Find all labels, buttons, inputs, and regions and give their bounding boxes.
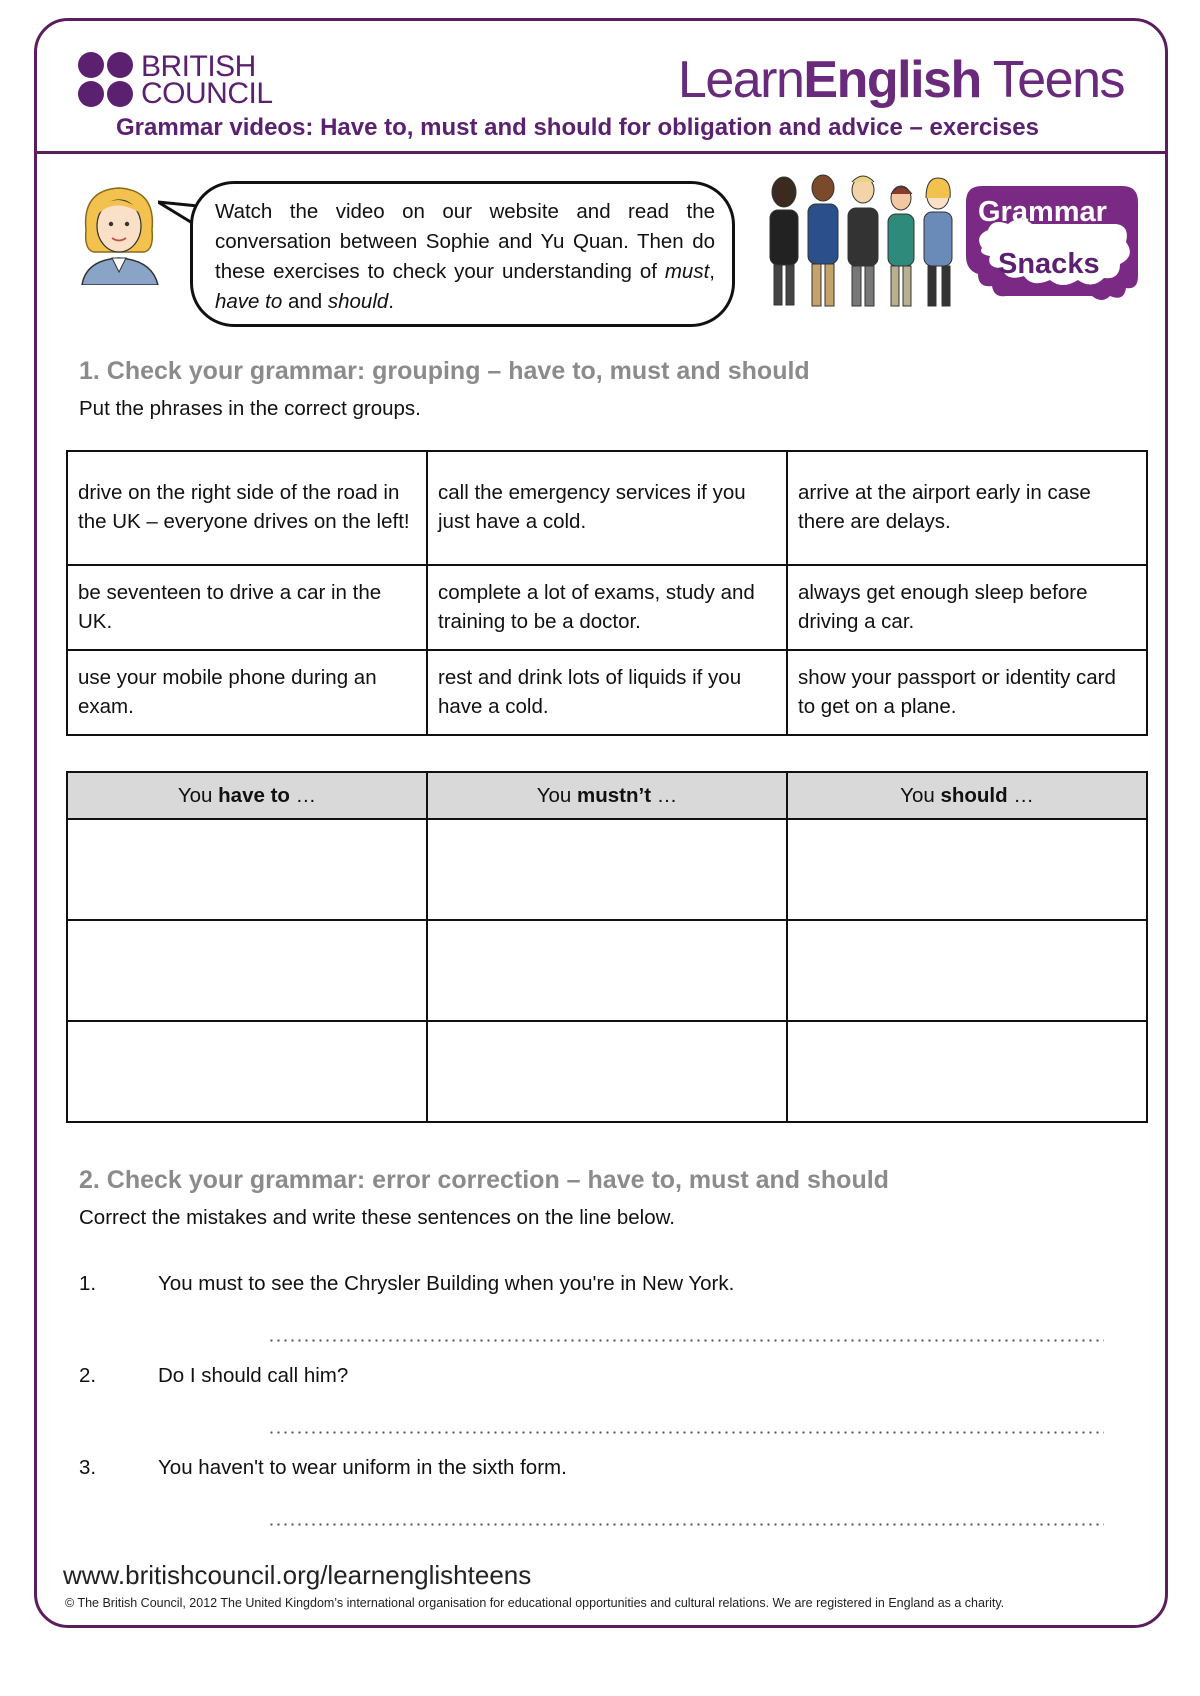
answer-cell[interactable] <box>67 819 427 920</box>
answer-line[interactable] <box>268 1523 1104 1526</box>
table-row <box>67 650 1147 735</box>
phrase-cell: use your mobile phone during an exam. <box>67 650 427 735</box>
phrase-cell: arrive at the airport early in case there are delays. <box>787 451 1147 565</box>
question-text: You must to see the Chrysler Building when you're in New York. <box>158 1272 735 1295</box>
section2-title: 2. Check your grammar: error correction – have to, must and should <box>79 1166 889 1194</box>
answer-line[interactable] <box>268 1339 1104 1342</box>
learnenglish-teens-logo: LearnEnglish Teens <box>677 51 1124 109</box>
grammar-snacks-bottom-text: Snacks <box>998 248 1100 280</box>
question-number: 2. <box>79 1364 97 1387</box>
table-header-row <box>67 772 1147 819</box>
grouping-table <box>66 771 1148 1123</box>
footer-copyright: © The British Council, 2012 The United Kingdom’s international organisation for educational opportunities and cultural relations. We are registered in England as a charity. <box>65 1596 1005 1610</box>
answer-cell[interactable] <box>787 920 1147 1021</box>
answer-cell[interactable] <box>787 819 1147 920</box>
section1-title: 1. Check your grammar: grouping – have to, must and should <box>79 357 810 385</box>
grammar-snacks-top-text: Grammar <box>978 196 1107 228</box>
intro-text: Watch the video on our website and read the conversation between Sophie and Yu Quan. Then do these exercises to check your understanding of must, have to and should. <box>215 200 715 313</box>
question-number: 3. <box>79 1456 97 1479</box>
british-council-dots-icon <box>78 52 133 107</box>
british-council-logo <box>78 49 273 110</box>
teens-group-illustration-icon <box>762 170 977 310</box>
table-row <box>67 451 1147 565</box>
phrase-cell: drive on the right side of the road in the UK – everyone drives on the left! <box>67 451 427 565</box>
phrase-cell: show your passport or identity card to get on a plane. <box>787 650 1147 735</box>
answer-cell[interactable] <box>427 819 787 920</box>
question-number: 1. <box>79 1272 97 1295</box>
answer-cell[interactable] <box>67 920 427 1021</box>
document-title: Grammar videos: Have to, must and should for obligation and advice – exercises <box>116 114 1039 141</box>
group-header-mustnt: You mustn’t … <box>427 772 787 819</box>
bc-logo-line1: BRITISH <box>141 49 256 83</box>
phrase-cell: complete a lot of exams, study and training to be a doctor. <box>427 565 787 650</box>
answer-cell[interactable] <box>67 1021 427 1122</box>
bc-logo-line2: COUNCIL <box>141 76 273 110</box>
answer-line[interactable] <box>268 1431 1104 1434</box>
phrase-cell: always get enough sleep before driving a car. <box>787 565 1147 650</box>
phrase-table <box>66 450 1148 736</box>
phrase-cell: rest and drink lots of liquids if you have a cold. <box>427 650 787 735</box>
table-row <box>67 819 1147 920</box>
sophie-avatar-icon <box>74 180 164 285</box>
header-divider <box>34 151 1168 154</box>
phrase-cell: be seventeen to drive a car in the UK. <box>67 565 427 650</box>
table-row <box>67 1021 1147 1122</box>
group-header-should: You should … <box>787 772 1147 819</box>
question-text: Do I should call him? <box>158 1364 349 1387</box>
answer-cell[interactable] <box>427 920 787 1021</box>
section1-instruction: Put the phrases in the correct groups. <box>79 397 421 420</box>
question-text: You haven't to wear uniform in the sixth form. <box>158 1456 567 1479</box>
table-row <box>67 920 1147 1021</box>
phrase-cell: call the emergency services if you just have a cold. <box>427 451 787 565</box>
answer-cell[interactable] <box>427 1021 787 1122</box>
table-row <box>67 565 1147 650</box>
footer-url[interactable]: www.britishcouncil.org/learnenglishteens <box>63 1560 532 1590</box>
group-header-have-to: You have to … <box>67 772 427 819</box>
section2-instruction: Correct the mistakes and write these sentences on the line below. <box>79 1206 675 1229</box>
answer-cell[interactable] <box>787 1021 1147 1122</box>
